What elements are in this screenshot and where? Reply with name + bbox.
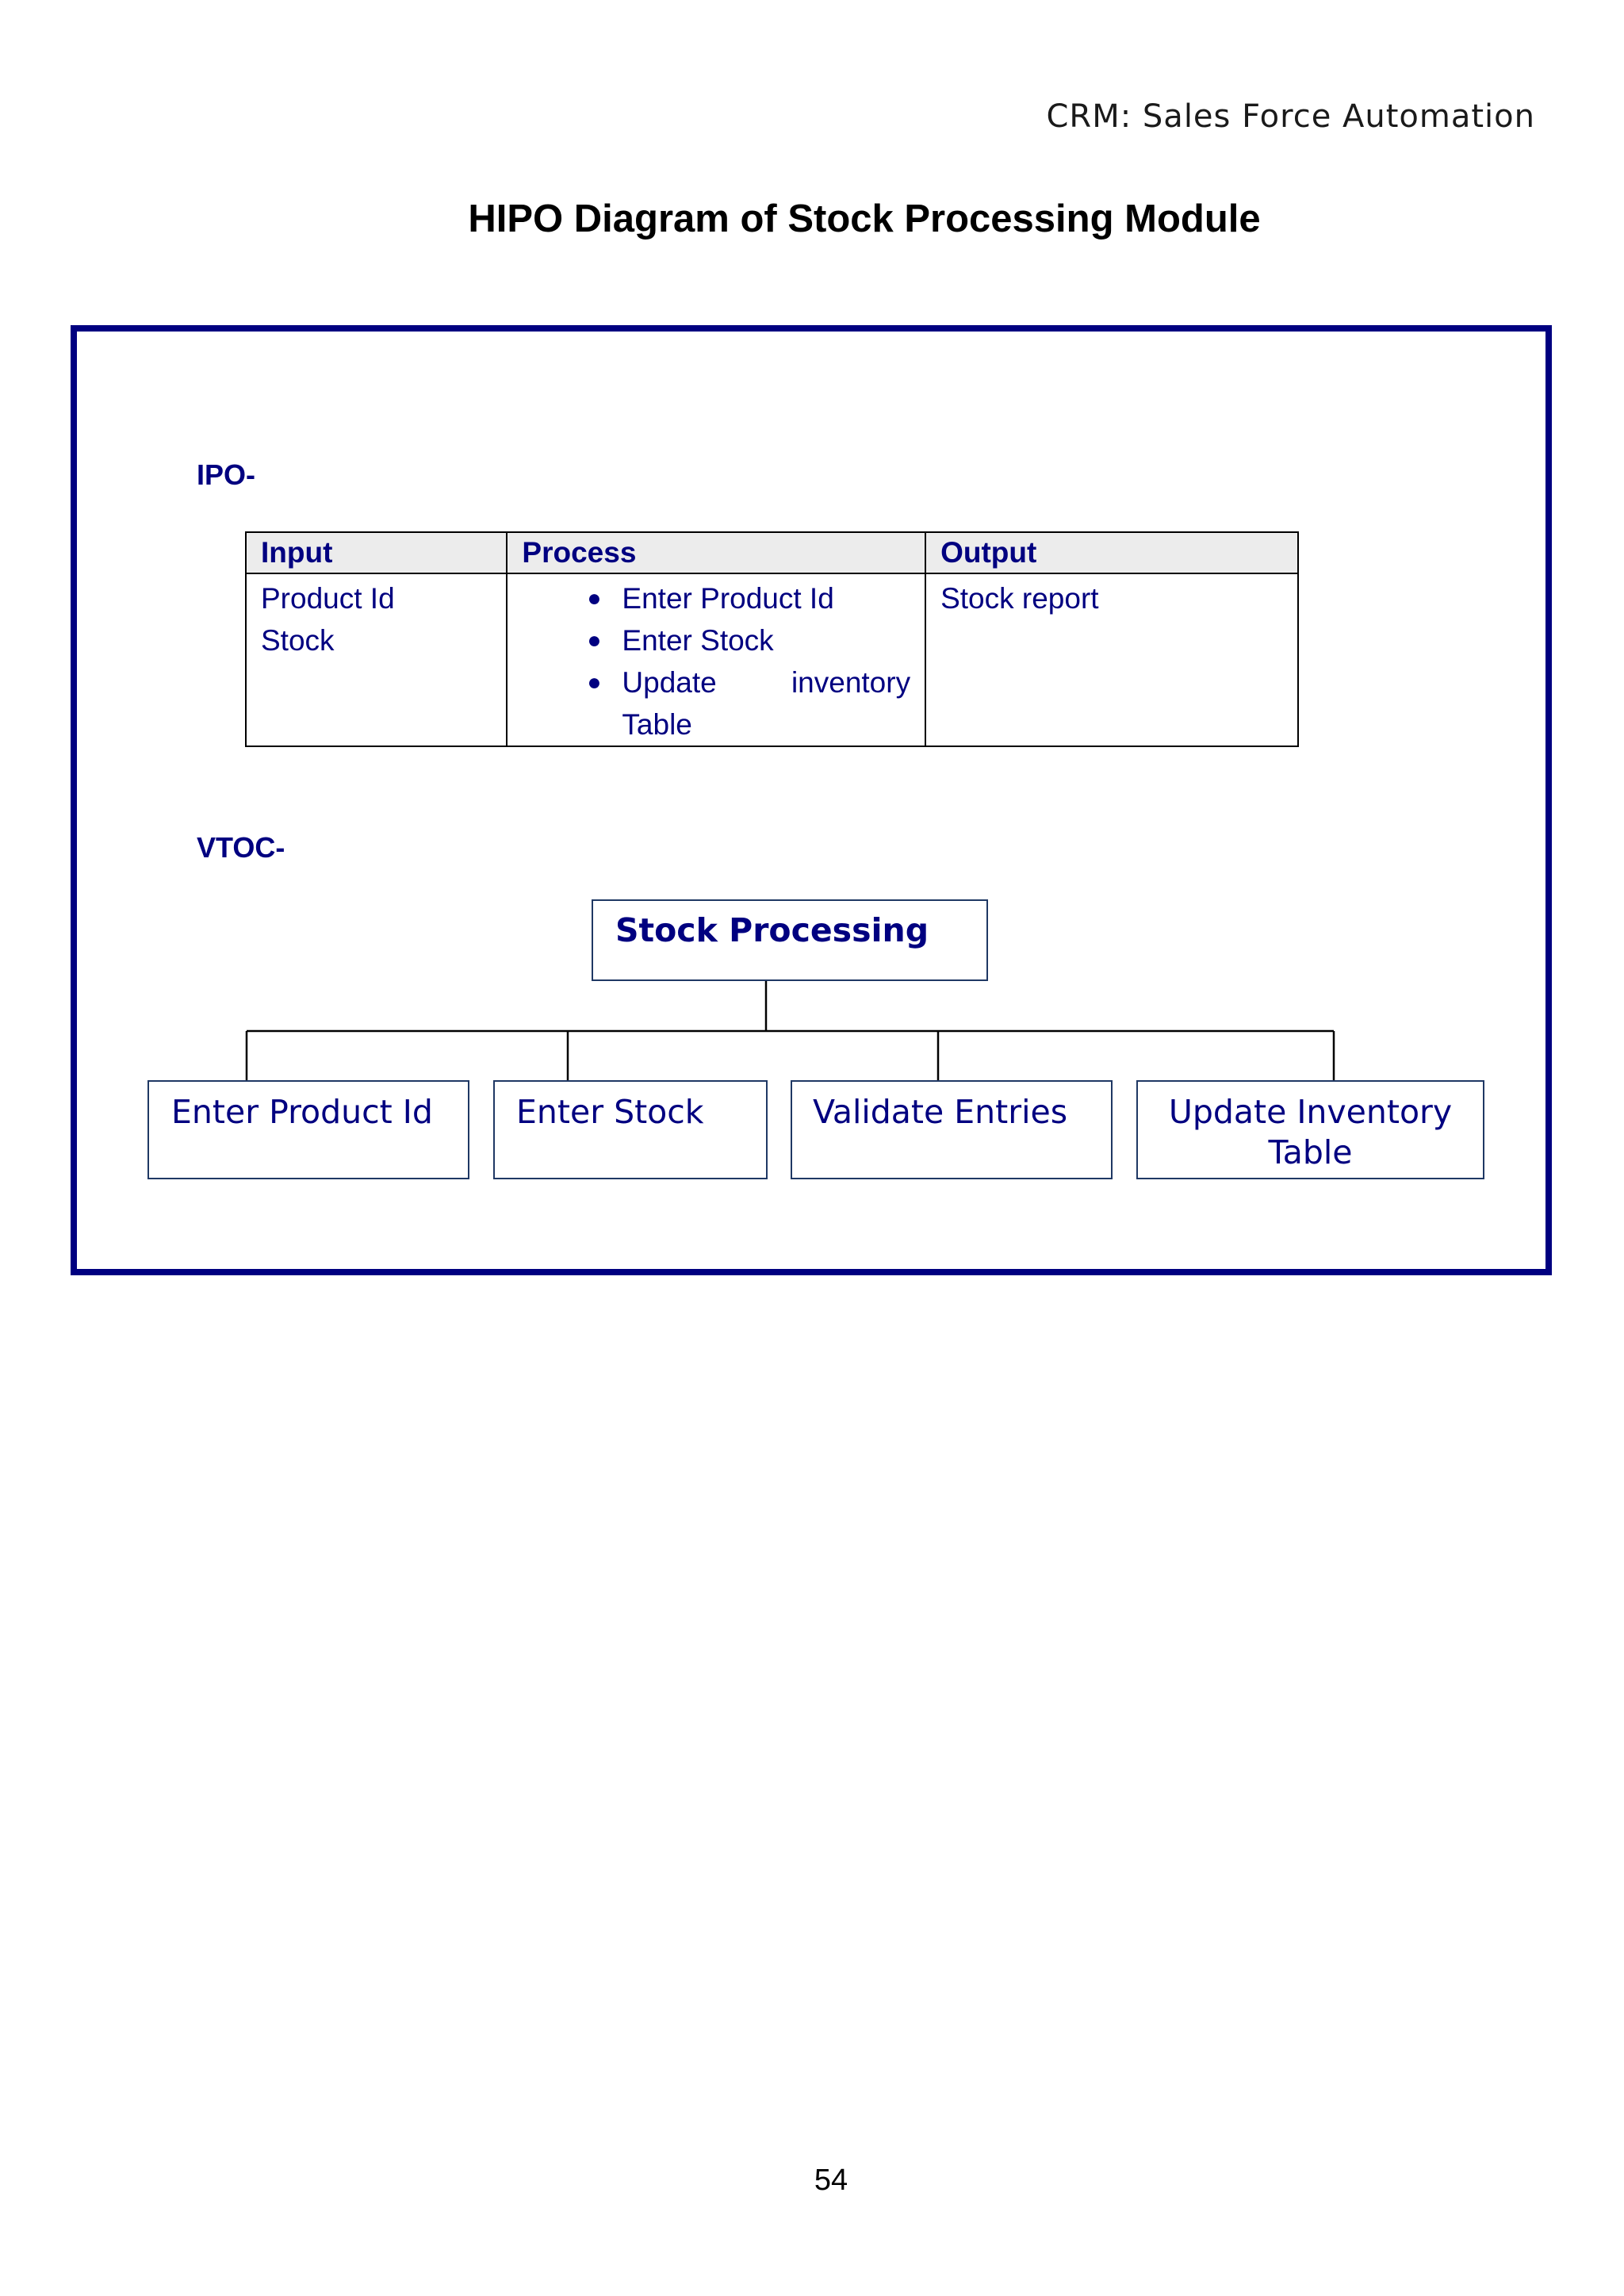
- vtoc-child-box: Validate Entries: [791, 1080, 1113, 1179]
- page-number: 54: [814, 2164, 848, 2197]
- process-cell: [507, 573, 925, 746]
- input-cell: [246, 573, 507, 746]
- process-item-line: Table: [622, 708, 692, 741]
- running-header: CRM: Sales Force Automation: [1046, 98, 1535, 135]
- vtoc-child-line: Update Inventory: [1168, 1093, 1453, 1131]
- vtoc-root-box: Stock Processing: [592, 899, 988, 981]
- bullet-icon: ●: [587, 669, 602, 696]
- vtoc-child-box: Enter Product Id: [147, 1080, 469, 1179]
- ipo-label: IPO-: [197, 458, 256, 491]
- ipo-header-row: [246, 532, 1298, 573]
- process-item-text: Enter Stock: [622, 624, 774, 657]
- page-title: HIPO Diagram of Stock Processing Module: [468, 197, 1261, 240]
- process-header: Process: [507, 532, 925, 573]
- output-item: Stock report: [940, 582, 1099, 615]
- process-item-word: Update: [622, 666, 717, 699]
- process-item-text: Enter Product Id: [622, 582, 834, 615]
- process-item: [522, 619, 910, 661]
- vtoc-child-box: [1136, 1080, 1484, 1179]
- bullet-icon: ●: [587, 627, 602, 654]
- vtoc-label: VTOC-: [197, 831, 285, 864]
- ipo-table: [245, 531, 1299, 747]
- vtoc-child-line: Table: [1268, 1133, 1353, 1171]
- input-item: Stock: [261, 624, 335, 657]
- vtoc-child-box: Enter Stock: [493, 1080, 768, 1179]
- output-cell: [925, 573, 1298, 746]
- process-item-word: inventory: [791, 666, 911, 699]
- ipo-body-row: [246, 573, 1298, 746]
- input-item: Product Id: [261, 582, 395, 615]
- bullet-icon: ●: [587, 585, 602, 611]
- process-item: [522, 577, 910, 619]
- output-header: Output: [925, 532, 1298, 573]
- process-item-line: [622, 661, 910, 703]
- process-item: [522, 661, 910, 746]
- input-header: Input: [246, 532, 507, 573]
